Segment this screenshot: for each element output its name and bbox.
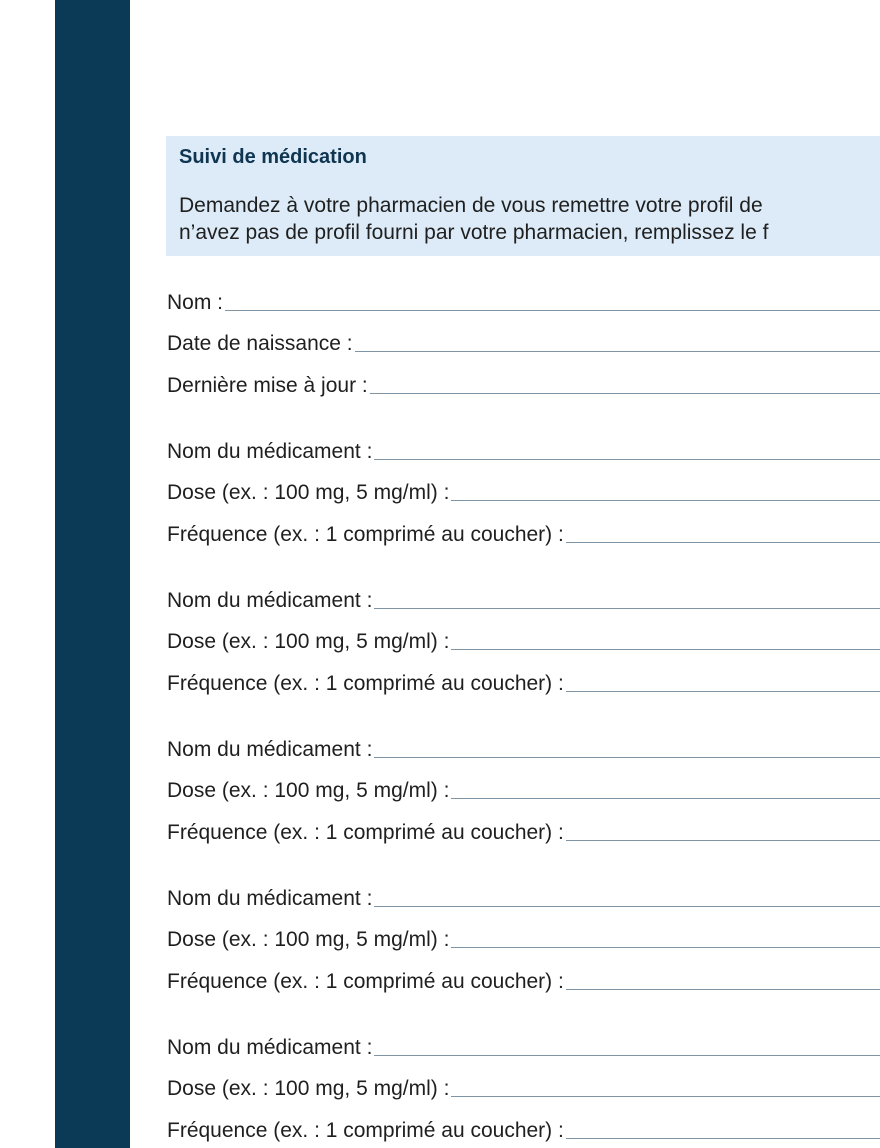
birth-date-line[interactable] [355, 351, 880, 352]
medication-name-field[interactable] [167, 1031, 880, 1061]
medication-dose-line[interactable] [451, 1096, 880, 1097]
medication-name-label: Nom du médicament : [167, 589, 373, 612]
medication-dose-label: Dose (ex. : 100 mg, 5 mg/ml) : [167, 928, 450, 951]
medication-dose-field[interactable] [167, 923, 880, 953]
medication-name-line[interactable] [374, 459, 880, 460]
medication-dose-field[interactable] [167, 774, 880, 804]
patient-name-line[interactable] [225, 310, 880, 311]
medication-dose-line[interactable] [451, 798, 880, 799]
medication-dose-line[interactable] [451, 500, 880, 501]
medication-frequency-label: Fréquence (ex. : 1 comprimé au coucher) : [167, 523, 564, 546]
patient-name-field[interactable] [167, 286, 880, 316]
medication-dose-line[interactable] [451, 947, 880, 948]
medication-name-label: Nom du médicament : [167, 887, 373, 910]
medication-frequency-field[interactable] [167, 965, 880, 995]
medication-name-field[interactable] [167, 435, 880, 465]
medication-frequency-line[interactable] [566, 691, 880, 692]
medication-name-line[interactable] [374, 906, 880, 907]
medication-frequency-label: Fréquence (ex. : 1 comprimé au coucher) : [167, 672, 564, 695]
birth-date-label: Date de naissance : [167, 332, 353, 355]
medication-dose-label: Dose (ex. : 100 mg, 5 mg/ml) : [167, 779, 450, 802]
medication-frequency-label: Fréquence (ex. : 1 comprimé au coucher) : [167, 821, 564, 844]
medication-dose-field[interactable] [167, 1072, 880, 1102]
medication-frequency-line[interactable] [566, 542, 880, 543]
medication-dose-label: Dose (ex. : 100 mg, 5 mg/ml) : [167, 481, 450, 504]
medication-frequency-label: Fréquence (ex. : 1 comprimé au coucher) : [167, 1119, 564, 1142]
info-title: Suivi de médication [179, 146, 367, 168]
info-box [166, 136, 880, 256]
last-update-line[interactable] [370, 393, 880, 394]
medication-frequency-field[interactable] [167, 518, 880, 548]
medication-frequency-label: Fréquence (ex. : 1 comprimé au coucher) : [167, 970, 564, 993]
medication-frequency-line[interactable] [566, 840, 880, 841]
medication-name-field[interactable] [167, 882, 880, 912]
medication-name-field[interactable] [167, 584, 880, 614]
medication-frequency-line[interactable] [566, 989, 880, 990]
medication-frequency-line[interactable] [566, 1138, 880, 1139]
medication-dose-label: Dose (ex. : 100 mg, 5 mg/ml) : [167, 1077, 450, 1100]
medication-dose-field[interactable] [167, 476, 880, 506]
medication-name-line[interactable] [374, 1055, 880, 1056]
side-bar [55, 0, 130, 1148]
info-text-line-1: Demandez à votre pharmacien de vous remettre votre profil de [179, 194, 763, 217]
medication-frequency-field[interactable] [167, 816, 880, 846]
medication-name-label: Nom du médicament : [167, 440, 373, 463]
medication-frequency-field[interactable] [167, 1114, 880, 1144]
birth-date-field[interactable] [167, 327, 880, 357]
patient-name-label: Nom : [167, 291, 224, 314]
medication-dose-label: Dose (ex. : 100 mg, 5 mg/ml) : [167, 630, 450, 653]
medication-name-line[interactable] [374, 757, 880, 758]
last-update-label: Dernière mise à jour : [167, 374, 368, 397]
info-text-line-2: n’avez pas de profil fourni par votre pharmacien, remplissez le f [179, 221, 769, 244]
medication-dose-line[interactable] [451, 649, 880, 650]
medication-frequency-field[interactable] [167, 667, 880, 697]
medication-name-line[interactable] [374, 608, 880, 609]
last-update-field[interactable] [167, 369, 880, 399]
medication-name-label: Nom du médicament : [167, 1036, 373, 1059]
medication-dose-field[interactable] [167, 625, 880, 655]
medication-name-label: Nom du médicament : [167, 738, 373, 761]
medication-name-field[interactable] [167, 733, 880, 763]
